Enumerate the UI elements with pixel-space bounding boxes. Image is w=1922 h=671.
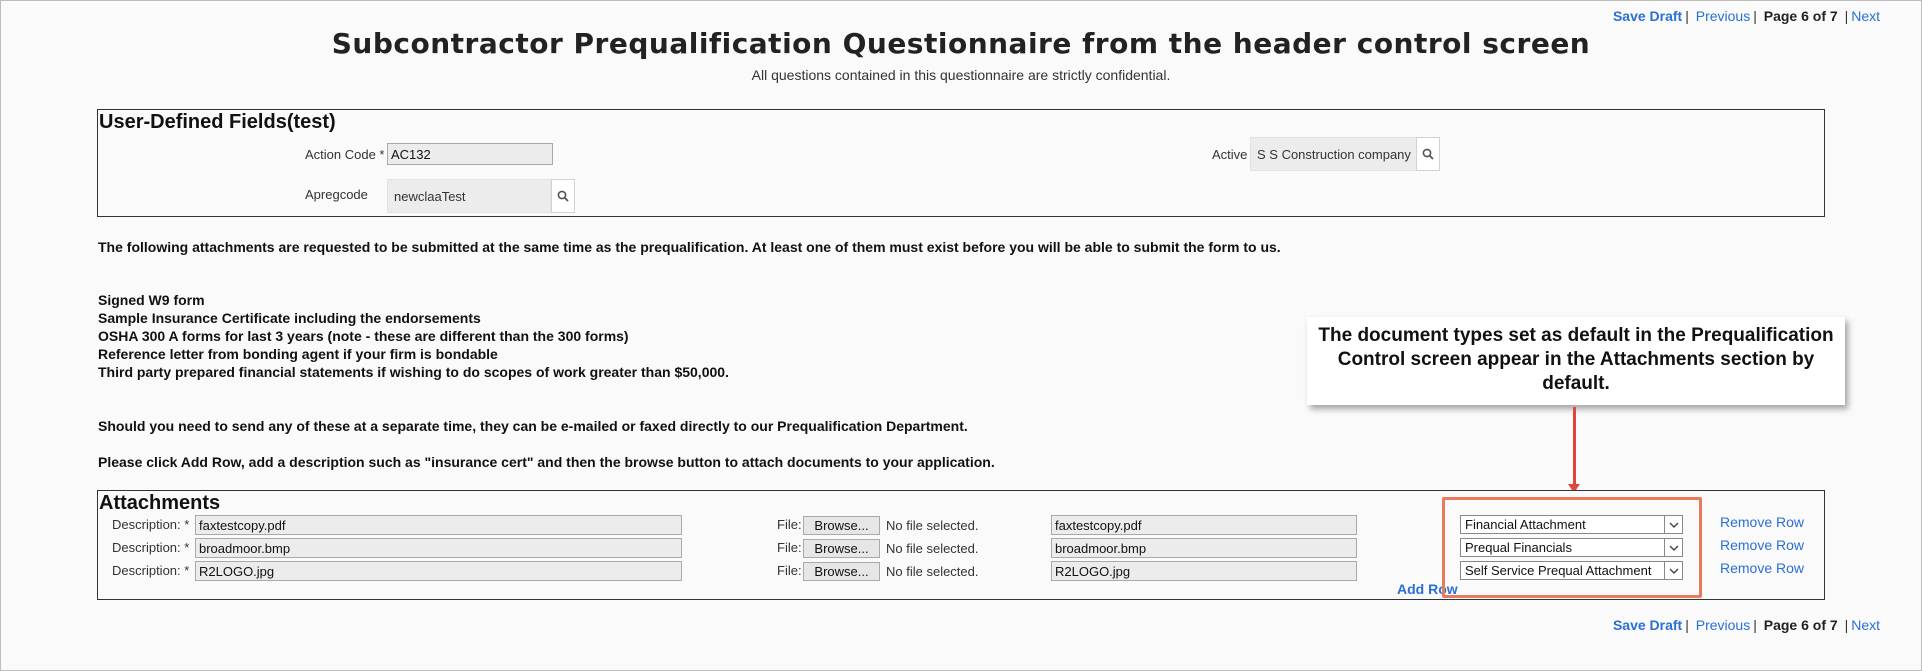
document-type-select[interactable] xyxy=(1460,538,1683,557)
chevron-down-icon xyxy=(1664,562,1682,579)
remove-row-link[interactable]: Remove Row xyxy=(1720,560,1805,576)
no-file-text: No file selected. xyxy=(886,518,979,533)
description-input[interactable] xyxy=(195,538,682,558)
page-title: Subcontractor Prequalification Questionnaire from the header control screen xyxy=(331,27,1591,60)
page-indicator: Page 6 of 7 xyxy=(1763,8,1838,24)
bottom-nav xyxy=(1613,617,1880,633)
save-draft-link[interactable]: Save Draft xyxy=(1612,617,1683,633)
browse-button[interactable]: Browse... xyxy=(803,562,880,581)
annotation-callout: The document types set as default in the Prequalification Control screen appear in the Attachments section by default. xyxy=(1307,317,1845,405)
nav-separator: | xyxy=(1844,617,1849,633)
apregcode-lookup-button[interactable] xyxy=(551,179,575,213)
document-type-value: Financial Attachment xyxy=(1465,517,1586,532)
file-label: File: xyxy=(777,517,802,532)
active-lookup-field[interactable]: S S Construction company xyxy=(1250,137,1418,171)
chevron-down-icon xyxy=(1664,516,1682,533)
remove-row-link[interactable]: Remove Row xyxy=(1720,537,1805,553)
user-defined-fields-section xyxy=(97,109,1825,217)
list-item: Third party prepared financial statements if wishing to do scopes of work greater than $50,000. xyxy=(98,364,729,380)
save-draft-link[interactable]: Save Draft xyxy=(1612,8,1683,24)
attachments-section xyxy=(97,490,1825,600)
required-documents-list xyxy=(98,291,729,381)
document-type-value: Prequal Financials xyxy=(1465,540,1572,555)
nav-separator: | xyxy=(1685,617,1689,633)
file-label: File: xyxy=(777,540,802,555)
next-link[interactable]: Next xyxy=(1851,617,1880,633)
add-row-link[interactable]: Add Row xyxy=(1397,581,1458,597)
search-icon xyxy=(1422,148,1434,160)
active-label: Active xyxy=(1212,147,1248,162)
browse-button[interactable]: Browse... xyxy=(803,516,880,535)
page-indicator: Page 6 of 7 xyxy=(1763,617,1838,633)
file-label: File: xyxy=(777,563,802,578)
nav-separator: | xyxy=(1685,8,1689,24)
description-label: Description: * xyxy=(112,517,190,532)
callout-arrow-line xyxy=(1573,407,1576,487)
list-item: Reference letter from bonding agent if your firm is bondable xyxy=(98,346,498,362)
add-row-help-text: Please click Add Row, add a description such as "insurance cert" and then the browse button to attach documents to your application. xyxy=(98,454,995,470)
page-subtitle: All questions contained in this questionnaire are strictly confidential. xyxy=(751,67,1171,83)
udf-section-title: User-Defined Fields(test) xyxy=(99,111,336,133)
remove-row-link[interactable]: Remove Row xyxy=(1720,514,1805,530)
document-type-select[interactable] xyxy=(1460,515,1683,534)
nav-separator: | xyxy=(1753,8,1757,24)
description-input[interactable] xyxy=(195,561,682,581)
description-label: Description: * xyxy=(112,540,190,555)
next-link[interactable]: Next xyxy=(1851,8,1880,24)
list-item: OSHA 300 A forms for last 3 years (note - these are different than the 300 forms) xyxy=(98,328,629,344)
nav-separator: | xyxy=(1844,8,1849,24)
filename-input[interactable] xyxy=(1051,515,1357,535)
document-type-select[interactable] xyxy=(1460,561,1683,580)
action-code-input[interactable] xyxy=(387,143,553,165)
document-type-value: Self Service Prequal Attachment xyxy=(1465,563,1652,578)
separate-time-text: Should you need to send any of these at a separate time, they can be e-mailed or faxed directly to our Prequalification Department. xyxy=(98,418,968,434)
nav-separator: | xyxy=(1753,617,1757,633)
no-file-text: No file selected. xyxy=(886,564,979,579)
list-item: Sample Insurance Certificate including the endorsements xyxy=(98,310,481,326)
top-nav xyxy=(1613,8,1880,24)
browse-button[interactable]: Browse... xyxy=(803,539,880,558)
previous-link[interactable]: Previous xyxy=(1695,617,1751,633)
filename-input[interactable] xyxy=(1051,538,1357,558)
attachments-title: Attachments xyxy=(99,492,221,514)
chevron-down-icon xyxy=(1664,539,1682,556)
description-label: Description: * xyxy=(112,563,190,578)
apregcode-lookup-field[interactable]: newclaaTest xyxy=(387,179,551,213)
previous-link[interactable]: Previous xyxy=(1695,8,1751,24)
description-input[interactable] xyxy=(195,515,682,535)
active-lookup-button[interactable] xyxy=(1416,137,1440,171)
apregcode-label: Apregcode xyxy=(305,187,368,202)
filename-input[interactable] xyxy=(1051,561,1357,581)
no-file-text: No file selected. xyxy=(886,541,979,556)
action-code-label: Action Code * xyxy=(305,147,385,162)
list-item: Signed W9 form xyxy=(98,292,205,308)
search-icon xyxy=(557,190,569,202)
attachments-intro-text: The following attachments are requested to be submitted at the same time as the prequalification. At least one of them must exist before you will be able to submit the form to us. xyxy=(98,239,1281,255)
